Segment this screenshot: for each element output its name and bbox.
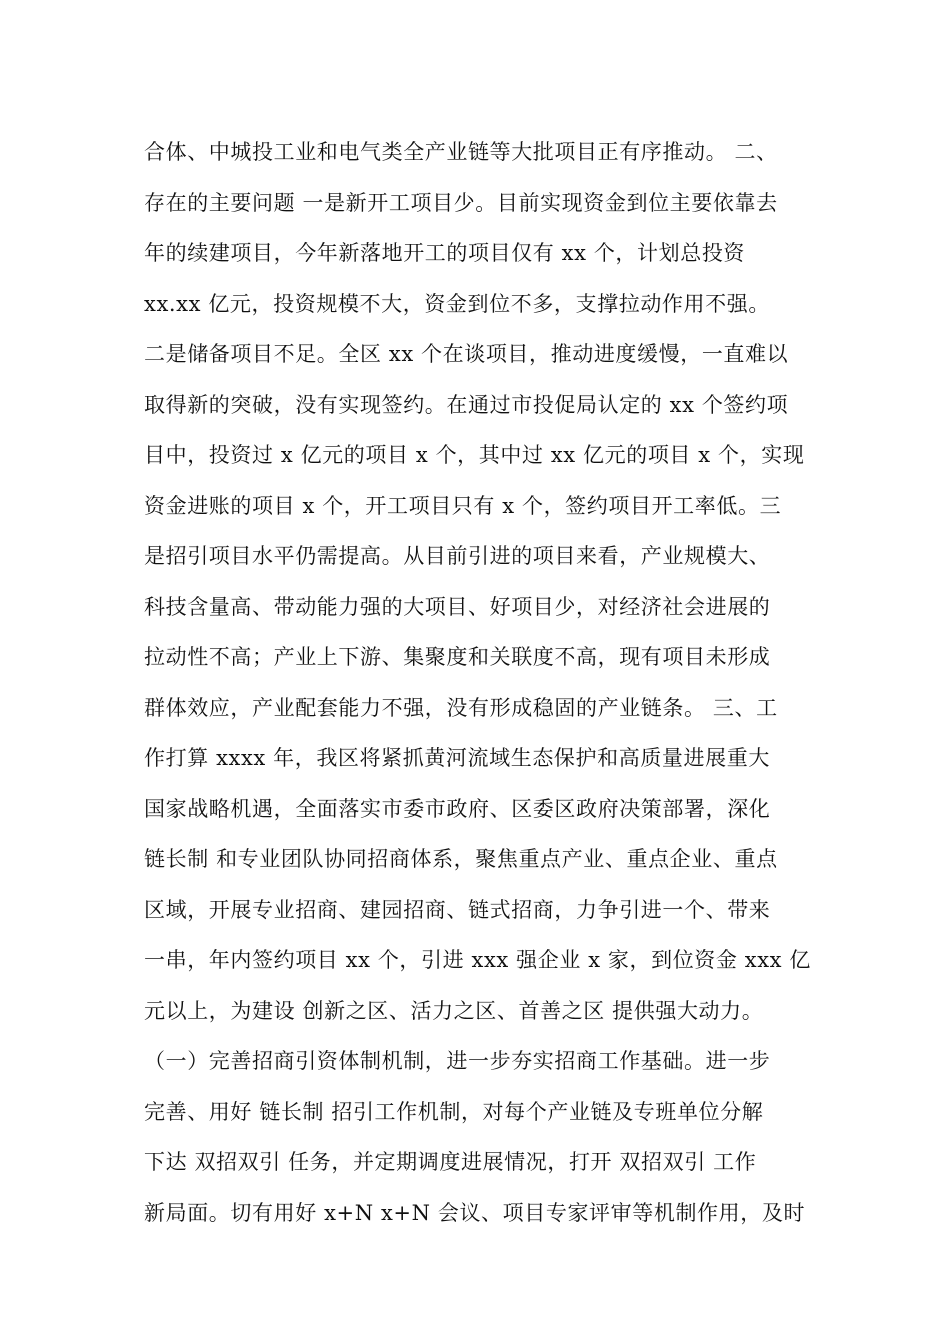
text-line: 资金进账的项目 x 个，开工项目只有 x 个，签约项目开工率低。三 — [144, 493, 782, 518]
text-line: 科技含量高、带动能力强的大项目、好项目少，对经济社会进展的 — [144, 594, 771, 619]
text-line: 目中，投资过 x 亿元的项目 x 个，其中过 xx 亿元的项目 x 个，实现 — [144, 443, 805, 467]
text-line: 完善、用好 链长制 招引工作机制，对每个产业链及专班单位分解 — [144, 1099, 764, 1124]
text-line: 下达 双招双引 任务，并定期调度进展情况，打开 双招双引 工作 — [144, 1150, 757, 1174]
text-line: （一）完善招商引资体制机制，进一步夯实招商工作基础。进一步 — [144, 1049, 771, 1073]
text-line: 元以上，为建设 创新之区、活力之区、首善之区 提供强大动力。 — [144, 998, 764, 1023]
text-line: 国家战略机遇，全面落实市委市政府、区委区政府决策部署，深化 — [144, 796, 771, 821]
text-line: 年的续建项目，今年新落地开工的项目仅有 xx 个，计划总投资 — [144, 241, 746, 265]
text-line: 二是储备项目不足。全区 xx 个在谈项目，推动进度缓慢，一直难以 — [144, 342, 789, 366]
text-line: 新局面。切有用好 x+N x+N 会议、项目专家评审等机制作用，及时 — [144, 1200, 806, 1225]
body-text — [144, 127, 814, 1238]
text-line: 取得新的突破，没有实现签约。在通过市投促局认定的 xx 个签约项 — [144, 392, 789, 417]
text-line: 一串，年内签约项目 xx 个，引进 xxx 强企业 x 家，到位资金 xxx 亿 — [144, 948, 811, 972]
text-line: 群体效应，产业配套能力不强，没有形成稳固的产业链条。 三、工 — [144, 695, 778, 720]
text-line: 作打算 xxxx 年，我区将紧抓黄河流域生态保护和高质量进展重大 — [144, 746, 770, 770]
text-line: 区域，开展专业招商、建园招商、链式招商，力争引进一个、带来 — [144, 897, 771, 922]
text-line: 是招引项目水平仍需提高。从目前引进的项目来看，产业规模大、 — [144, 544, 771, 568]
text-line: 合体、中城投工业和电气类全产业链等大批项目正有序推动。 二、 — [144, 140, 778, 164]
text-line: xx.xx 亿元，投资规模不大，资金到位不多，支撑拉动作用不强。 — [144, 291, 770, 316]
text-line: 链长制 和专业团队协同招商体系，聚焦重点产业、重点企业、重点 — [144, 847, 778, 871]
text-line: 拉动性不高；产业上下游、集聚度和关联度不高，现有项目未形成 — [144, 645, 771, 669]
text-line: 存在的主要问题 一是新开工项目少。目前实现资金到位主要依靠去 — [144, 190, 778, 215]
